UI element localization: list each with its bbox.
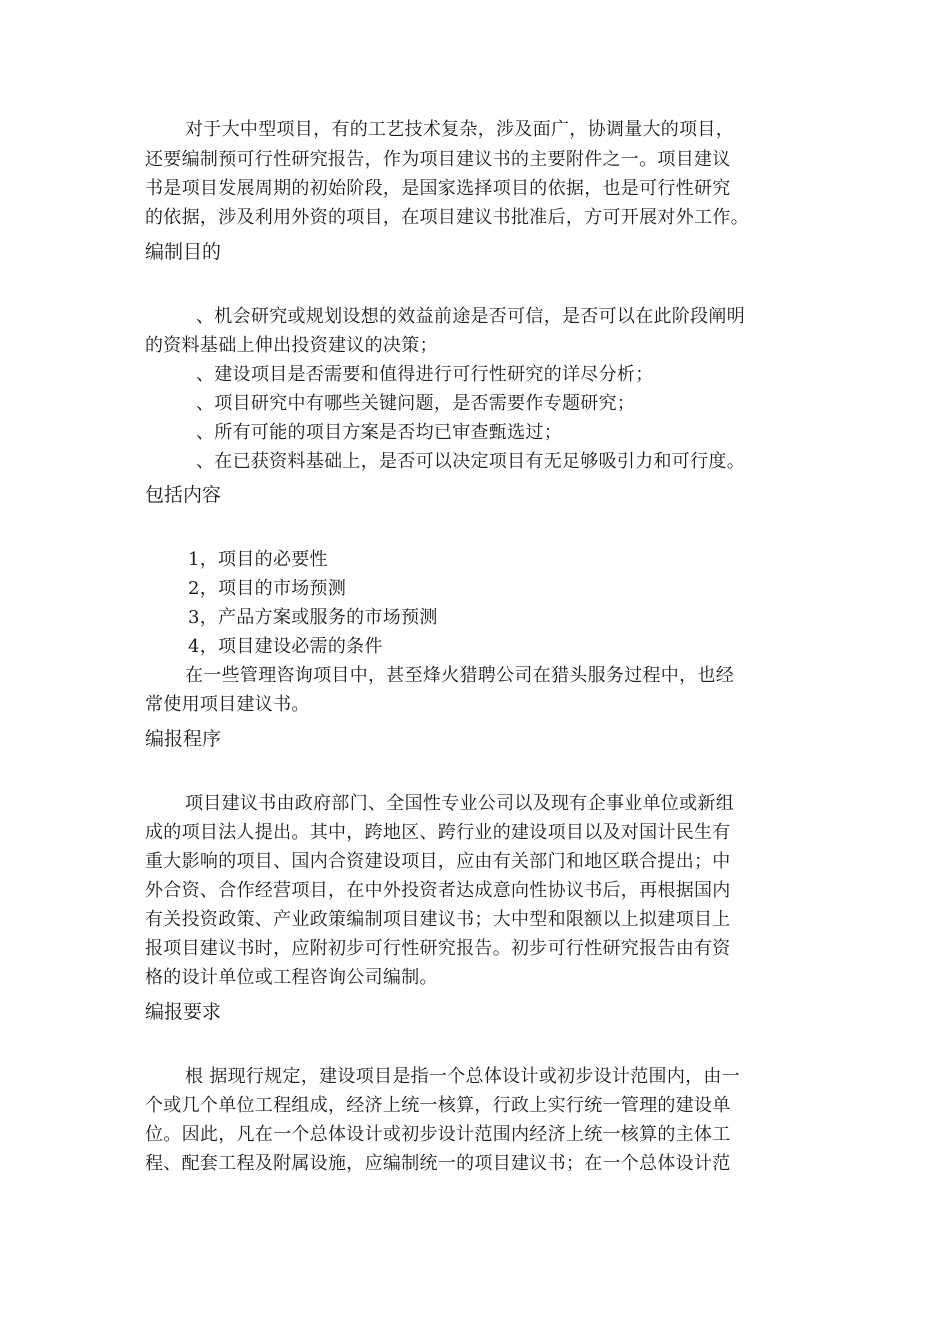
procedure-line-3: 重大影响的项目、国内合资建设项目，应由有关部门和地区联合提出；中 — [145, 851, 731, 872]
procedure-line-5: 有关投资政策、产业政策编制项目建议书；大中型和限额以上拟建项目上 — [145, 909, 731, 930]
intro-line-3: 书是项目发展周期的初始阶段，是国家选择项目的依据，也是可行性研究 — [145, 178, 731, 199]
purpose-line-3: 、建设项目是否需要和值得进行可行性研究的详尽分析； — [196, 364, 654, 385]
section-heading-procedure: 编报程序 — [145, 728, 222, 750]
contents-item-4: 4，项目建设必需的条件 — [188, 636, 383, 657]
contents-line-6: 常使用项目建议书。 — [145, 694, 310, 715]
procedure-line-2: 成的项目法人提出。其中，跨地区、跨行业的建设项目以及对国计民生有 — [145, 822, 731, 843]
section-heading-requirements: 编报要求 — [145, 1001, 222, 1023]
contents-item-3: 3，产品方案或服务的市场预测 — [188, 607, 438, 628]
procedure-line-6: 报项目建议书时，应附初步可行性研究报告。初步可行性研究报告由有资 — [145, 938, 731, 959]
requirements-line-2: 个或几个单位工程组成，经济上统一核算，行政上实行统一管理的建设单 — [145, 1095, 731, 1116]
intro-line-4: 的依据，涉及利用外资的项目，在项目建议书批准后，方可开展对外工作。 — [145, 207, 749, 228]
purpose-line-4: 、项目研究中有哪些关键问题，是否需要作专题研究； — [196, 393, 636, 414]
intro-line-2: 还要编制预可行性研究报告，作为项目建议书的主要附件之一。项目建议 — [145, 149, 731, 170]
requirements-line-3: 位。因此，凡在一个总体设计或初步设计范围内经济上统一核算的主体工 — [145, 1124, 731, 1145]
procedure-line-1: 项目建议书由政府部门、全国性专业公司以及现有企事业单位或新组 — [185, 793, 734, 814]
requirements-line-1: 根 据现行规定，建设项目是指一个总体设计或初步设计范围内，由一 — [185, 1066, 741, 1087]
intro-line-1: 对于大中型项目，有的工艺技术复杂，涉及面广，协调量大的项目， — [185, 119, 734, 140]
purpose-line-2: 的资料基础上伸出投资建议的决策； — [145, 335, 438, 356]
contents-item-2: 2，项目的市场预测 — [188, 578, 347, 599]
purpose-line-1: 、机会研究或规划设想的效益前途是否可信，是否可以在此阶段阐明 — [196, 306, 745, 327]
section-heading-purpose: 编制目的 — [145, 241, 222, 263]
contents-item-1: 1，项目的必要性 — [188, 549, 328, 570]
section-heading-contents: 包括内容 — [145, 484, 222, 506]
procedure-line-7: 格的设计单位或工程咨询公司编制。 — [145, 967, 438, 988]
procedure-line-4: 外合资、合作经营项目，在中外投资者达成意向性协议书后，再根据国内 — [145, 880, 731, 901]
purpose-line-6: 、在已获资料基础上，是否可以决定项目有无足够吸引力和可行度。 — [196, 451, 745, 472]
contents-line-5: 在一些管理咨询项目中，甚至烽火猎聘公司在猎头服务过程中，也经 — [185, 665, 734, 686]
requirements-line-4: 程、配套工程及附属设施，应编制统一的项目建议书；在一个总体设计范 — [145, 1153, 731, 1174]
purpose-line-5: 、所有可能的项目方案是否均已审查甄选过； — [196, 422, 562, 443]
